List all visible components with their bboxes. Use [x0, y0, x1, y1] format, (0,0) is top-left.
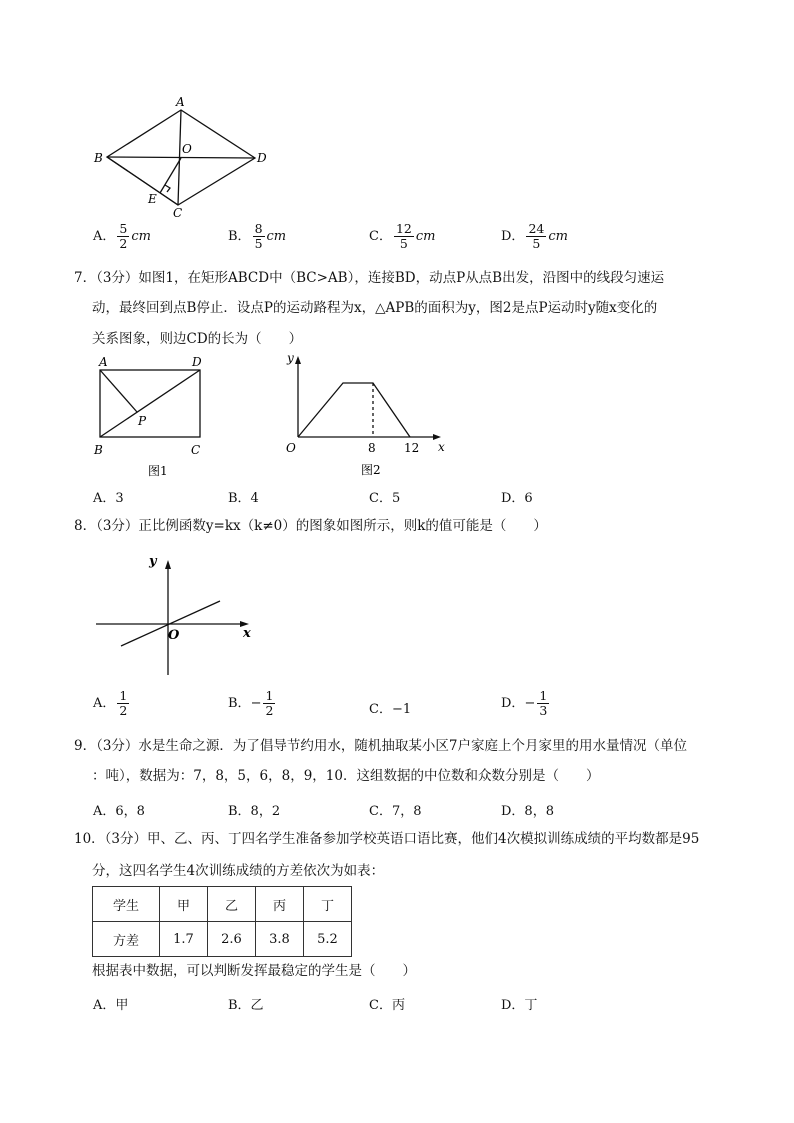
- q9-option-c[interactable]: C．7，8: [369, 804, 422, 819]
- fig1-label-a: A: [99, 355, 108, 369]
- fig1-label-d: D: [192, 355, 202, 369]
- fig2-label-x: x: [438, 440, 445, 454]
- q7-text-line3: 关系图象，则边CD的长为（ ）: [92, 331, 303, 347]
- q10-option-c[interactable]: C．丙: [369, 998, 405, 1013]
- q7-option-b[interactable]: B．4: [228, 491, 259, 506]
- table-cell: 丙: [256, 887, 304, 922]
- q8-label-y: y: [149, 554, 157, 569]
- table-cell: 甲: [160, 887, 208, 922]
- variance-table: [92, 886, 352, 957]
- table-cell: 2.6: [208, 922, 256, 957]
- table-cell: 丁: [304, 887, 352, 922]
- q6-option-a[interactable]: A． $\frac{5}{2}$ cm: [93, 221, 151, 251]
- q8-label-x: x: [243, 626, 251, 641]
- q8-label-o: O: [168, 628, 180, 643]
- rhombus-figure: [0, 0, 794, 230]
- table-cell: 乙: [208, 887, 256, 922]
- q7-option-c[interactable]: C．5: [369, 491, 401, 506]
- q7-figure-2: [0, 350, 460, 485]
- label-o: O: [182, 142, 192, 156]
- q6-option-d[interactable]: D． $\frac{24}{5}$ cm: [501, 221, 568, 251]
- fig2-label-y: y: [287, 351, 294, 365]
- q8-option-b[interactable]: B．− $\frac{1}{2}$: [228, 688, 274, 718]
- fig2-caption: 图2: [361, 463, 381, 477]
- q10-text-line1: 10．（3分）甲、乙、丙、丁四名学生准备参加学校英语口语比赛，他们4次模拟训练成绩的平均数都是95: [74, 831, 700, 847]
- q9-option-a[interactable]: A．6，8: [93, 804, 145, 819]
- q8-graph: [0, 540, 280, 685]
- q9-text-line1: 9．（3分）水是生命之源．为了倡导节约用水，随机抽取某小区7户家庭上个月家里的用水量情况（单位: [74, 738, 688, 754]
- label-a: A: [176, 95, 185, 109]
- q10-text-line3: 根据表中数据，可以判断发挥最稳定的学生是（ ）: [92, 963, 416, 979]
- label-e: E: [148, 192, 157, 206]
- q8-option-d[interactable]: D．− $\frac{1}{3}$: [501, 688, 548, 718]
- q9-option-b[interactable]: B．8，2: [228, 804, 281, 819]
- q8-option-a[interactable]: A． $\frac{1}{2}$: [93, 688, 128, 718]
- table-cell: 3.8: [256, 922, 304, 957]
- table-row: [93, 887, 352, 922]
- label-b: B: [94, 151, 103, 165]
- q9-text-line2: ：吨），数据为：7，8，5，6，8，9，10．这组数据的中位数和众数分别是（ ）: [92, 768, 600, 784]
- fig2-tick-12: 12: [404, 441, 420, 455]
- fig1-label-b: B: [94, 443, 103, 457]
- fig1-label-c: C: [191, 443, 201, 457]
- q7-text-line2: 动，最终回到点B停止．设点P的运动路程为x，△APB的面积为y，图2是点P运动时y随x变化的: [92, 300, 658, 316]
- label-c: C: [173, 206, 183, 220]
- q7-text-line1: 7．（3分）如图1，在矩形ABCD中（BC>AB），连接BD，动点P从点B出发，沿图中的线段匀速运: [74, 270, 665, 286]
- fig1-caption: 图1: [148, 464, 168, 478]
- fig2-tick-8: 8: [368, 441, 376, 455]
- q10-option-a[interactable]: A．甲: [93, 998, 129, 1013]
- table-cell: 方差: [93, 922, 160, 957]
- fig2-label-o: O: [286, 441, 296, 455]
- q8-option-c[interactable]: C．−1: [369, 702, 412, 717]
- q8-text-line1: 8．（3分）正比例函数y=kx（k≠0）的图象如图所示，则k的值可能是（ ）: [74, 518, 547, 534]
- q9-option-d[interactable]: D．8，8: [501, 804, 554, 819]
- table-cell: 1.7: [160, 922, 208, 957]
- table-cell: 学生: [93, 887, 160, 922]
- q10-text-line2: 分，这四名学生4次训练成绩的方差依次为如表：: [92, 863, 385, 879]
- label-d: D: [257, 151, 267, 165]
- q7-option-a[interactable]: A．3: [93, 491, 124, 506]
- q6-option-b[interactable]: B． $\frac{8}{5}$ cm: [228, 221, 287, 251]
- q6-option-c[interactable]: C． $\frac{12}{5}$ cm: [369, 221, 436, 251]
- q7-option-d[interactable]: D．6: [501, 491, 533, 506]
- table-cell: 5.2: [304, 922, 352, 957]
- fig1-label-p: P: [138, 414, 147, 428]
- q10-option-b[interactable]: B．乙: [228, 998, 264, 1013]
- table-row: [93, 922, 352, 957]
- q10-option-d[interactable]: D．丁: [501, 998, 538, 1013]
